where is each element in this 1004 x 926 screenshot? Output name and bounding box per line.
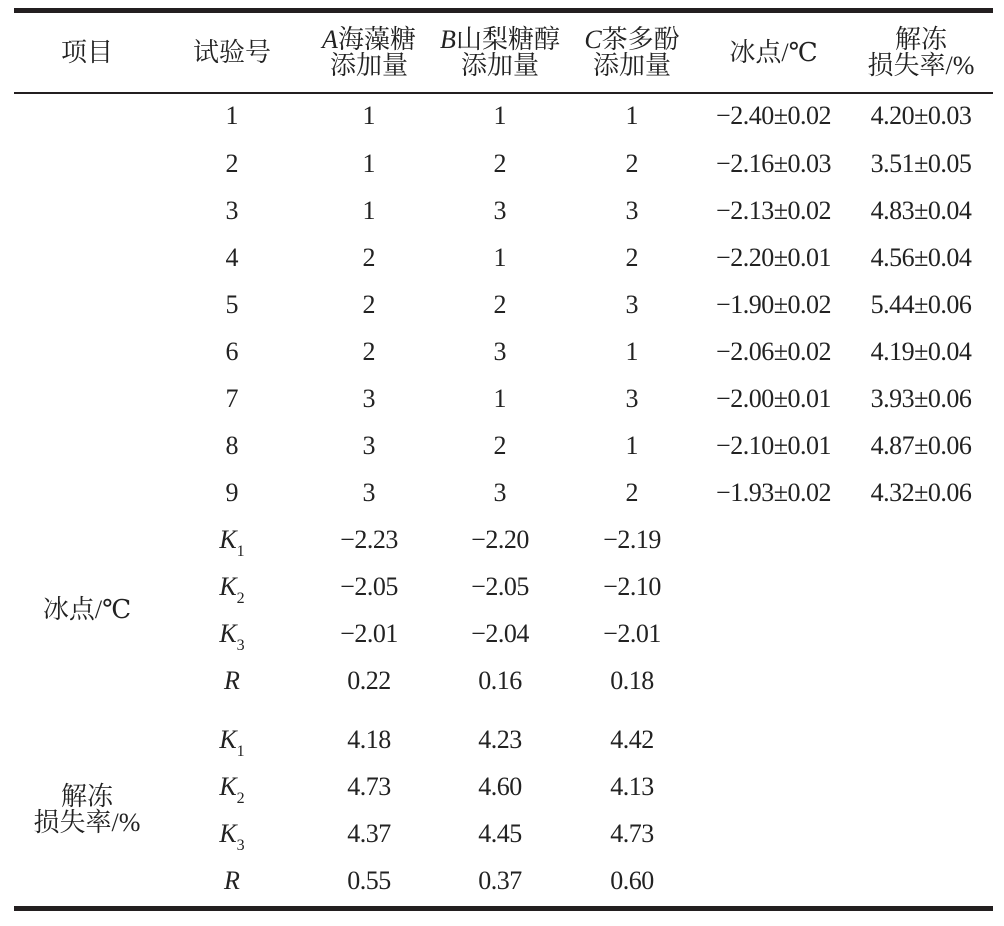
indicator-cell: $K_2$ — [219, 771, 245, 807]
header-item: 项目 — [60, 37, 113, 67]
thaw-loss-cell: 4.56±0.04 — [870, 242, 972, 272]
empty-cell — [849, 857, 993, 904]
k-value-c-cell: 4.73 — [610, 818, 654, 848]
item-cell — [14, 469, 160, 516]
header-freezing-point: 冰点/℃ — [729, 37, 818, 67]
analysis-row — [14, 563, 993, 610]
trial-row — [14, 92, 993, 140]
k-value-c-cell: 4.42 — [610, 724, 654, 754]
level-a-cell: 2 — [362, 242, 376, 272]
thaw-loss-cell: 3.51±0.05 — [870, 148, 972, 178]
k-value-a-cell: 4.37 — [347, 818, 391, 848]
empty-cell — [849, 563, 993, 610]
freezing-point-cell: −1.90±0.02 — [716, 289, 831, 319]
trial-row — [14, 281, 993, 328]
analysis-row — [14, 763, 993, 810]
freezing-point-cell: −2.16±0.03 — [716, 148, 831, 178]
level-c-cell: 1 — [625, 430, 639, 460]
trial-row — [14, 375, 993, 422]
level-c-cell: 1 — [625, 101, 639, 130]
empty-cell — [849, 516, 993, 563]
level-b-cell: 3 — [493, 336, 507, 366]
k-value-c-cell: −2.01 — [603, 618, 661, 648]
empty-cell — [698, 716, 849, 763]
range-c-cell: 0.60 — [610, 865, 654, 895]
range-a-cell: 0.22 — [347, 665, 391, 695]
thaw-loss-cell: 4.19±0.04 — [870, 336, 972, 366]
level-a-cell: 1 — [362, 195, 376, 225]
range-a-cell: 0.55 — [347, 865, 391, 895]
empty-cell — [849, 810, 993, 857]
indicator-cell: $K_1$ — [219, 524, 245, 560]
level-a-cell: 3 — [362, 430, 376, 460]
trial-no-cell: 9 — [225, 477, 239, 507]
k-value-b-cell: −2.05 — [471, 571, 529, 601]
table-body — [14, 92, 993, 904]
trial-no-cell: 6 — [225, 336, 239, 366]
k-value-a-cell: 4.73 — [347, 771, 391, 801]
header-row — [14, 13, 993, 92]
trial-no-cell: 5 — [225, 289, 239, 319]
analysis-row — [14, 516, 993, 563]
level-a-cell: 2 — [362, 336, 376, 366]
analysis-row — [14, 857, 993, 904]
analysis-row — [14, 716, 993, 763]
range-b-cell: 0.37 — [478, 865, 522, 895]
k-value-c-cell: 4.13 — [610, 771, 654, 801]
empty-cell — [698, 657, 849, 704]
range-c-cell: 0.18 — [610, 665, 654, 695]
item-cell — [14, 140, 160, 187]
freezing-point-cell: −2.06±0.02 — [716, 336, 831, 366]
level-c-cell: 1 — [625, 336, 639, 366]
indicator-cell: R — [224, 665, 240, 695]
analysis-row — [14, 610, 993, 657]
table-bottom-rule — [14, 906, 993, 911]
level-b-cell: 3 — [493, 477, 507, 507]
level-c-cell: 3 — [625, 383, 639, 413]
level-b-cell: 1 — [493, 383, 507, 413]
thaw-analysis-label: 解冻 损失率/% — [33, 782, 141, 837]
level-b-cell: 3 — [493, 195, 507, 225]
header-trial-no: 试验号 — [192, 37, 271, 67]
level-a-cell: 3 — [362, 477, 376, 507]
item-cell — [14, 234, 160, 281]
level-a-cell: 1 — [362, 101, 376, 130]
level-c-cell: 3 — [625, 195, 639, 225]
freezing-point-cell: −2.20±0.01 — [716, 242, 831, 272]
thaw-loss-cell: 5.44±0.06 — [870, 289, 972, 319]
k-value-c-cell: −2.10 — [603, 571, 661, 601]
thaw-loss-cell: 4.20±0.03 — [870, 101, 972, 130]
section-gap — [14, 704, 993, 716]
trial-no-cell: 4 — [225, 242, 239, 272]
freezing-point-cell: −1.93±0.02 — [716, 477, 831, 507]
level-a-cell: 3 — [362, 383, 376, 413]
trial-row — [14, 140, 993, 187]
thaw-loss-cell: 4.87±0.06 — [870, 430, 972, 460]
indicator-cell: $K_2$ — [219, 571, 245, 607]
level-b-cell: 2 — [493, 289, 507, 319]
thaw-loss-cell: 3.93±0.06 — [870, 383, 972, 413]
header-factor-b: B山梨糖醇 添加量 — [440, 24, 560, 80]
level-b-cell: 2 — [493, 430, 507, 460]
k-value-b-cell: 4.45 — [478, 818, 522, 848]
empty-cell — [698, 763, 849, 810]
trial-no-cell: 3 — [225, 195, 239, 225]
item-cell — [14, 281, 160, 328]
trial-no-cell: 8 — [225, 430, 239, 460]
header-thaw-loss: 解冻 损失率/% — [867, 24, 975, 80]
trial-no-cell: 1 — [225, 101, 239, 130]
thaw-loss-cell: 4.32±0.06 — [870, 477, 972, 507]
k-value-b-cell: −2.20 — [471, 524, 529, 554]
indicator-cell: $K_3$ — [219, 818, 245, 854]
k-value-b-cell: −2.04 — [471, 618, 529, 648]
level-a-cell: 1 — [362, 148, 376, 178]
k-value-c-cell: −2.19 — [603, 524, 661, 554]
freezing-point-cell: −2.10±0.01 — [716, 430, 831, 460]
thaw-loss-cell: 4.83±0.04 — [870, 195, 972, 225]
empty-cell — [849, 657, 993, 704]
level-b-cell: 2 — [493, 148, 507, 178]
empty-cell — [698, 610, 849, 657]
item-cell — [14, 375, 160, 422]
trial-no-cell: 2 — [225, 148, 239, 178]
analysis-row — [14, 657, 993, 704]
empty-cell — [849, 610, 993, 657]
k-value-b-cell: 4.23 — [478, 724, 522, 754]
freezing-point-cell: −2.40±0.02 — [716, 101, 831, 130]
level-a-cell: 2 — [362, 289, 376, 319]
indicator-cell: R — [224, 865, 240, 895]
orthogonal-test-table — [14, 13, 993, 904]
freezing-point-cell: −2.13±0.02 — [716, 195, 831, 225]
level-c-cell: 2 — [625, 477, 639, 507]
k-value-a-cell: 4.18 — [347, 724, 391, 754]
empty-cell — [698, 516, 849, 563]
freezing-point-cell: −2.00±0.01 — [716, 383, 831, 413]
empty-cell — [849, 763, 993, 810]
range-b-cell: 0.16 — [478, 665, 522, 695]
level-c-cell: 3 — [625, 289, 639, 319]
trial-row — [14, 234, 993, 281]
item-cell — [14, 92, 160, 140]
k-value-a-cell: −2.01 — [340, 618, 398, 648]
header-factor-c: C茶多酚 添加量 — [584, 24, 680, 80]
trial-row — [14, 469, 993, 516]
trial-row — [14, 422, 993, 469]
item-cell — [14, 422, 160, 469]
k-value-a-cell: −2.05 — [340, 571, 398, 601]
header-factor-a: A海藻糖 添加量 — [322, 24, 416, 80]
empty-cell — [849, 716, 993, 763]
empty-cell — [698, 857, 849, 904]
analysis-row — [14, 810, 993, 857]
empty-cell — [698, 563, 849, 610]
level-b-cell: 1 — [493, 242, 507, 272]
freezing-analysis-label: 冰点/℃ — [42, 595, 132, 624]
level-c-cell: 2 — [625, 242, 639, 272]
item-cell — [14, 328, 160, 375]
empty-cell — [698, 810, 849, 857]
level-c-cell: 2 — [625, 148, 639, 178]
item-cell — [14, 187, 160, 234]
indicator-cell: $K_3$ — [219, 618, 245, 654]
indicator-cell: $K_1$ — [219, 724, 245, 760]
level-b-cell: 1 — [493, 101, 507, 130]
k-value-a-cell: −2.23 — [340, 524, 398, 554]
trial-no-cell: 7 — [225, 383, 239, 413]
k-value-b-cell: 4.60 — [478, 771, 522, 801]
trial-row — [14, 187, 993, 234]
trial-row — [14, 328, 993, 375]
